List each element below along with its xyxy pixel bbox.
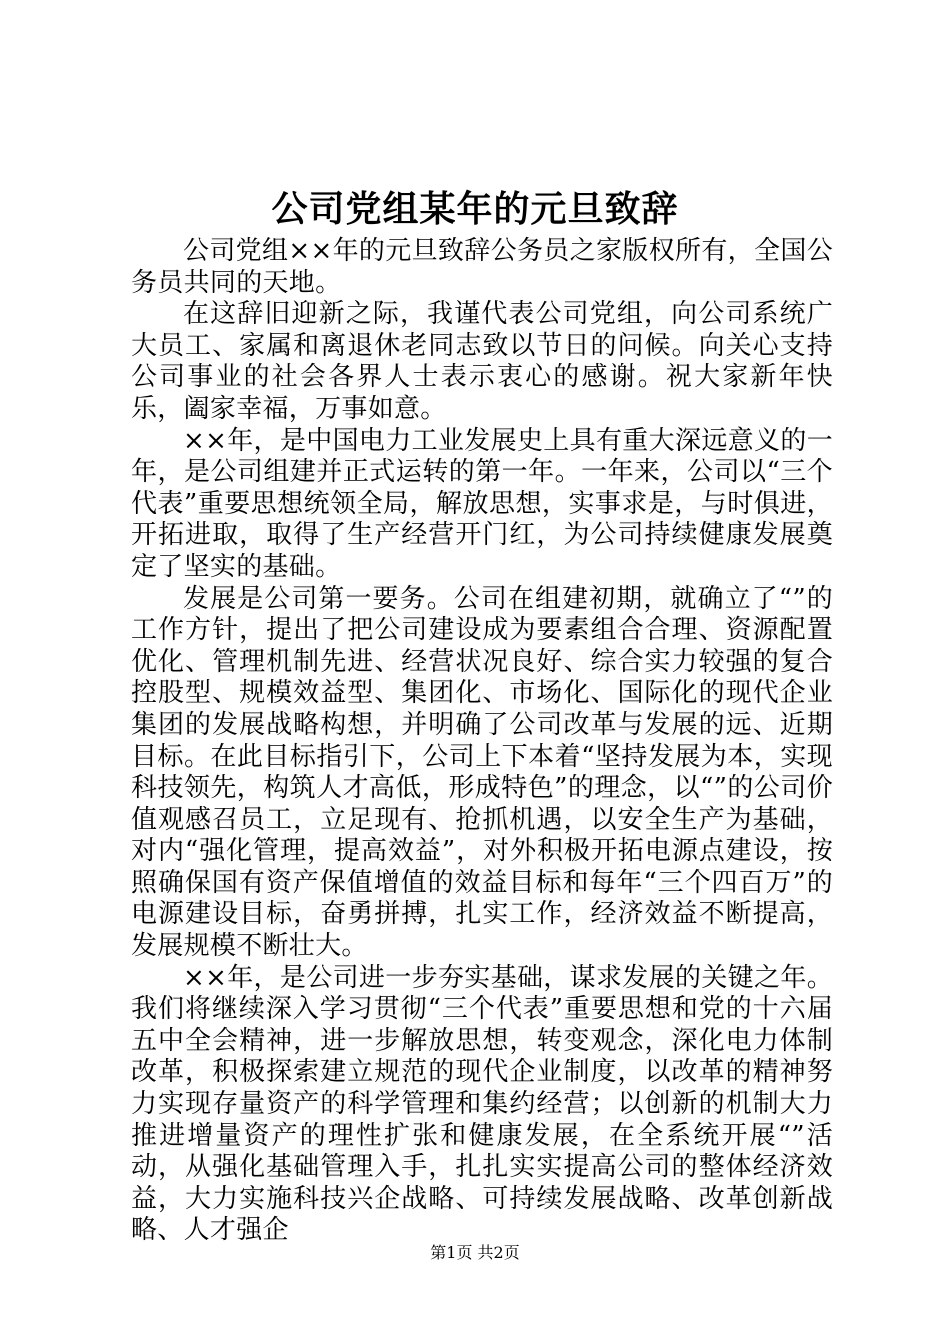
paragraph-1: 公司党组××年的元旦致辞公务员之家版权所有，全国公务员共同的天地。 — [131, 236, 833, 298]
document-body — [131, 236, 833, 1247]
paragraph-3: ××年，是中国电力工业发展史上具有重大深远意义的一年，是公司组建并正式运转的第一年。一年来，公司以“三个代表”重要思想统领全局，解放思想，实事求是，与时俱进，开拓进取，取得了生产经营开门红，为公司持续健康发展奠定了坚实的基础。 — [131, 425, 833, 582]
paragraph-4: 发展是公司第一要务。公司在组建初期，就确立了“”的工作方针，提出了把公司建设成为要素组合合理、资源配置优化、管理机制先进、经营状况良好、综合实力较强的复合控股型、规模效益型、集团化、市场化、国际化的现代企业集团的发展战略构想，并明确了公司改革与发展的远、近期目标。在此目标指引下，公司上下本着“坚持发展为本，实现科技领先，构筑人才高低，形成特色”的理念，以“”的公司价值观感召员工，立足现有、抢抓机遇，以安全生产为基础，对内“强化管理，提高效益”，对外积极开拓电源点建设，按照确保国有资产保值增值的效益目标和每年“三个四百万”的电源建设目标，奋勇拼搏，扎实工作，经济效益不断提高，发展规模不断壮大。 — [131, 583, 833, 962]
document-title: 公司党组某年的元旦致辞 — [271, 188, 679, 230]
page-number-footer: 第1页 共2页 — [430, 1243, 520, 1262]
paragraph-2: 在这辞旧迎新之际，我谨代表公司党组，向公司系统广大员工、家属和离退休老同志致以节日的问候。向关心支持公司事业的社会各界人士表示衷心的感谢。祝大家新年快乐，阖家幸福，万事如意。 — [131, 299, 833, 424]
paragraph-5: ××年，是公司进一步夯实基础，谋求发展的关键之年。我们将继续深入学习贯彻“三个代表”重要思想和党的十六届五中全会精神，进一步解放思想，转变观念，深化电力体制改革，积极探索建立规范的现代企业制度，以改革的精神努力实现存量资产的科学管理和集约经营；以创新的机制大力推进增量资产的理性扩张和健康发展，在全系统开展“”活动，从强化基础管理入手，扎扎实实提高公司的整体经济效益，大力实施科技兴企战略、可持续发展战略、改革创新战略、人才强企 — [131, 962, 833, 1246]
